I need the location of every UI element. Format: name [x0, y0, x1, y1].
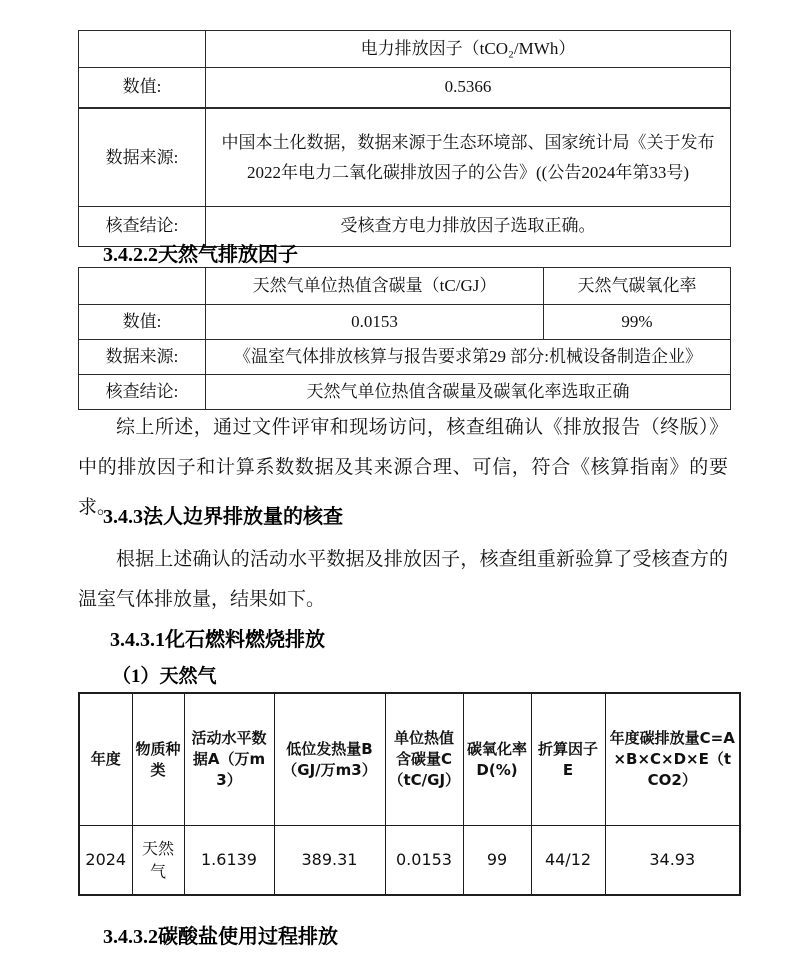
cell-heating-value: 389.31	[274, 826, 385, 896]
cell-oxidation-rate: 99	[463, 826, 531, 896]
fuel-emission-table	[78, 692, 741, 896]
cell-activity: 1.6139	[184, 826, 274, 896]
electricity-factor-header: 电力排放因子（tCO₂/MWh）	[206, 31, 731, 68]
cell-material: 天然气	[132, 826, 184, 896]
section-heading-boundary: 3.4.3法人边界排放量的核查	[103, 506, 343, 528]
table-row	[79, 375, 731, 410]
gas-oxidation-rate-value: 99%	[544, 305, 731, 340]
gas-factor-table	[78, 267, 731, 410]
table-row	[79, 108, 731, 207]
gas-source-value: 《温室气体排放核算与报告要求第29 部分:机械设备制造企业》	[206, 340, 731, 375]
gas-carbon-content-header: 天然气单位热值含碳量（tC/GJ）	[206, 268, 544, 305]
col-header-activity: 活动水平数据A（万m3）	[184, 693, 274, 826]
fuel-table-header-row	[79, 693, 740, 826]
col-header-heating-value: 低位发热量B（GJ/万m3）	[274, 693, 385, 826]
value-label: 数值:	[79, 305, 206, 340]
section-heading-carbonate: 3.4.3.2碳酸盐使用过程排放	[103, 926, 338, 948]
summary-paragraph: 综上所述，通过文件评审和现场访问，核查组确认《排放报告（终版）》中的排放因子和计算系数数据及其来源合理、可信，符合《核算指南》的要求。	[78, 417, 728, 518]
subsection-heading-natural-gas: （1）天然气	[112, 666, 217, 687]
section-heading-fossil: 3.4.3.1化石燃料燃烧排放	[110, 629, 325, 651]
electricity-factor-value: 0.5366	[206, 68, 731, 109]
cell-conversion-factor: 44/12	[531, 826, 605, 896]
value-label: 数值:	[79, 68, 206, 109]
cell-annual-emission: 34.93	[605, 826, 740, 896]
table-row	[79, 68, 731, 109]
col-header-oxidation-rate: 碳氧化率D(%)	[463, 693, 531, 826]
electricity-factor-table	[78, 30, 731, 247]
conclusion-label: 核查结论:	[79, 207, 206, 247]
source-label: 数据来源:	[79, 108, 206, 207]
fuel-table-data-row	[79, 826, 740, 896]
col-header-conversion-factor: 折算因子E	[531, 693, 605, 826]
electricity-conclusion-value: 受核查方电力排放因子选取正确。	[206, 207, 731, 247]
table-row	[79, 268, 731, 305]
source-label: 数据来源:	[79, 340, 206, 375]
electricity-source-value: 中国本土化数据，数据来源于生态环境部、国家统计局《关于发布2022年电力二氧化碳排放因子的公告》((公告2024年第33号)	[206, 108, 731, 207]
gas-conclusion-value: 天然气单位热值含碳量及碳氧化率选取正确	[206, 375, 731, 410]
gas-carbon-content-value: 0.0153	[206, 305, 544, 340]
section-heading-gas-factor: 3.4.2.2天然气排放因子	[103, 244, 298, 266]
table-row	[79, 305, 731, 340]
gas-oxidation-rate-header: 天然气碳氧化率	[544, 268, 731, 305]
conclusion-label: 核查结论:	[79, 375, 206, 410]
table-row	[79, 31, 731, 68]
col-header-carbon-content: 单位热值含碳量C（tC/GJ）	[385, 693, 463, 826]
empty-cell	[79, 31, 206, 68]
cell-carbon-content: 0.0153	[385, 826, 463, 896]
table-row	[79, 340, 731, 375]
empty-cell	[79, 268, 206, 305]
cell-year: 2024	[79, 826, 132, 896]
col-header-material: 物质种类	[132, 693, 184, 826]
boundary-paragraph: 根据上述确认的活动水平数据及排放因子，核查组重新验算了受核查方的温室气体排放量，结果如下。	[78, 549, 728, 610]
col-header-year: 年度	[79, 693, 132, 826]
col-header-annual-emission: 年度碳排放量C=A×B×C×D×E（tCO2）	[605, 693, 740, 826]
